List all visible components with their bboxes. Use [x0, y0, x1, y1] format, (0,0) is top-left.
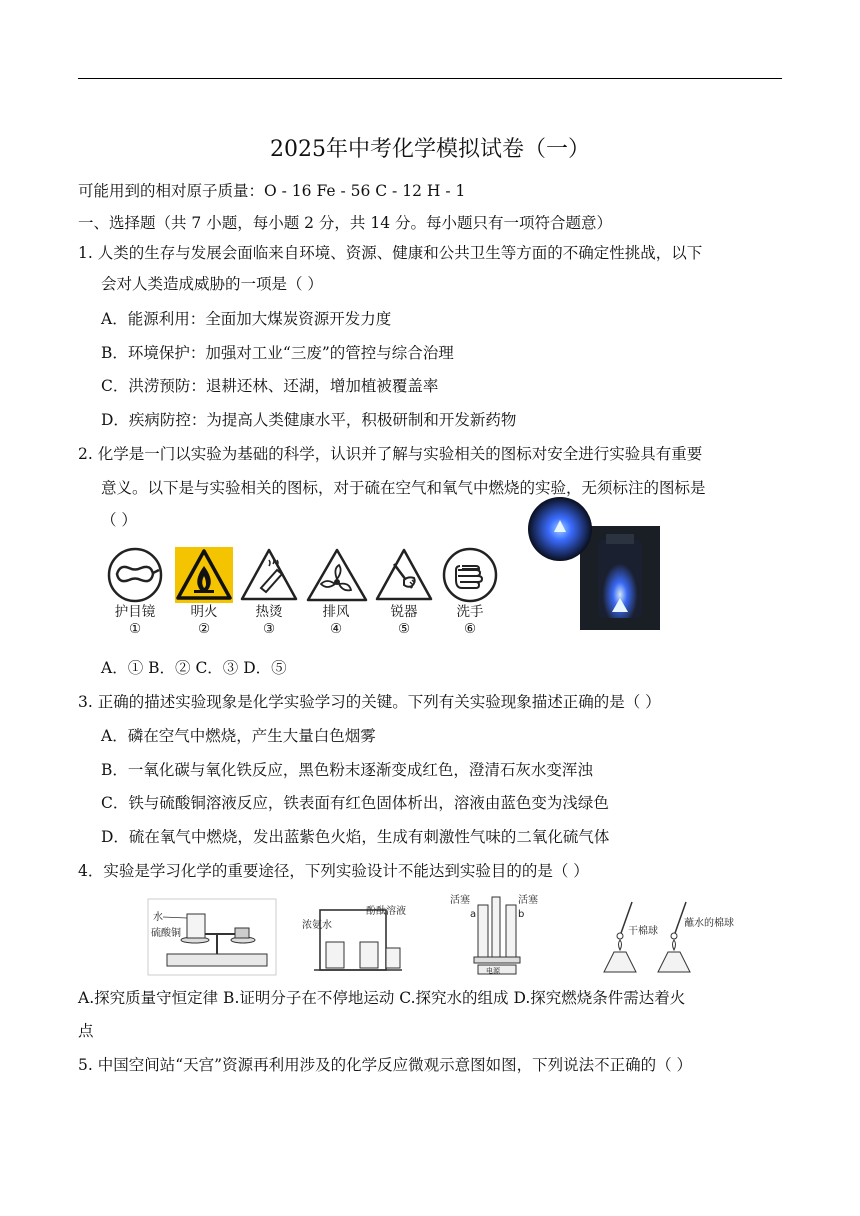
icon-number: ③ [262, 621, 276, 637]
icon-label: 锐器 [390, 604, 418, 620]
icon-number: ⑤ [397, 621, 411, 637]
icon-item-sharp-object [373, 546, 435, 638]
hand-wash-icon [440, 546, 500, 604]
icon-item-hot-surface [238, 546, 300, 638]
section-heading: 一、选择题（共 7 小题，每小题 2 分，共 14 分。每小题只有一项符合题意） [78, 214, 613, 232]
label-dry-cotton: 干棉球 [628, 926, 658, 937]
sharp-object-icon [374, 546, 434, 604]
apparatus-combustion-figure [588, 892, 734, 976]
icon-item-goggles [104, 546, 166, 638]
label-stopcock-a: 活塞 [450, 895, 470, 906]
label-conc-ammonia: 浓氨水 [302, 920, 332, 931]
label-stopcock-b: 活塞 [518, 895, 538, 906]
apparatus-ammonia-figure [300, 900, 404, 974]
goggles-icon [105, 546, 165, 604]
icon-item-hand-wash [439, 546, 501, 638]
q2-stem-line1: 2. 化学是一门以实验为基础的科学，认识并了解与实验相关的图标对安全进行实验具有重要 [78, 445, 703, 463]
apparatus-balance-figure [147, 898, 277, 976]
label-phenolphthalein: 酚酞溶液 [366, 906, 406, 917]
q1-stem-line2: 会对人类造成威胁的一项是（ ） [101, 275, 323, 293]
q3-option-c: C．铁与硫酸铜溶液反应，铁表面有红色固体析出，溶液由蓝色变为浅绿色 [101, 794, 609, 812]
apparatus-electrolysis-figure [448, 893, 558, 975]
exhaust-fan-icon [305, 546, 369, 604]
label-wet-cotton: 蘸水的棉球 [684, 918, 734, 929]
q2-stem-line2: 意义。以下是与实验相关的图标，对于硫在空气和氧气中燃烧的实验，无须标注的图标是 [101, 479, 706, 497]
q3-option-a: A．磷在空气中燃烧，产生大量白色烟雾 [101, 727, 376, 745]
icon-item-open-flame [173, 546, 235, 638]
q1-option-a: A．能源利用：全面加大煤炭资源开发力度 [101, 310, 392, 328]
q5-stem: 5. 中国空间站“天宫”资源再利用涉及的化学反应微观示意图如图，下列说法不正确的（ ） [78, 1056, 692, 1074]
icon-number: ② [197, 621, 211, 637]
icon-label: 热烫 [255, 604, 283, 620]
q4-options-line2: 点 [78, 1022, 94, 1040]
icon-item-exhaust-fan [305, 546, 367, 638]
hot-surface-icon [239, 546, 299, 604]
q2-answer-options: A．① B．② C．③ D．⑤ [101, 659, 287, 677]
icon-number: ① [128, 621, 142, 637]
label-copper-sulfate: 硫酸铜 [151, 928, 181, 939]
q4-options-line1: A.探究质量守恒定律 B.证明分子在不停地运动 C.探究水的组成 D.探究燃烧条件需达着火 [78, 989, 686, 1007]
q1-option-c: C．洪涝预防：退耕还林、还湖，增加植被覆盖率 [101, 377, 439, 395]
icon-label: 明火 [190, 604, 218, 620]
atomic-masses: 可能用到的相对原子质量：O - 16 Fe - 56 C - 12 H - 1 [78, 182, 466, 200]
q1-option-b: B．环境保护：加强对工业“三废”的管控与综合治理 [101, 344, 454, 362]
icon-number: ⑥ [463, 621, 477, 637]
sulfur-burning-photo [524, 496, 664, 632]
label-power: 电源 [486, 967, 500, 975]
q3-option-b: B．一氧化碳与氧化铁反应，黑色粉末逐渐变成红色，澄清石灰水变浑浊 [101, 761, 593, 779]
label-a: a [470, 909, 477, 920]
icon-number: ④ [329, 621, 343, 637]
q3-stem: 3. 正确的描述实验现象是化学实验学习的关键。下列有关实验现象描述正确的是（ ） [78, 693, 661, 711]
icon-label: 排风 [322, 604, 350, 620]
label-b: b [518, 909, 525, 920]
open-flame-icon [174, 546, 234, 604]
header-rule [78, 78, 782, 79]
page-title: 2025年中考化学模拟试卷（一） [270, 137, 590, 162]
icon-label: 洗手 [456, 604, 484, 620]
q3-option-d: D．硫在氧气中燃烧，发出蓝紫色火焰，生成有刺激性气味的二氧化硫气体 [101, 828, 610, 846]
q1-option-d: D．疾病防控：为提高人类健康水平，积极研制和开发新药物 [101, 411, 517, 429]
q4-stem: 4．实验是学习化学的重要途径，下列实验设计不能达到实验目的的是（ ） [78, 862, 589, 880]
icon-label: 护目镜 [114, 604, 156, 620]
q2-stem-line3: （ ） [101, 511, 137, 529]
label-water: 水 [153, 912, 163, 923]
q1-stem-line1: 1. 人类的生存与发展会面临来自环境、资源、健康和公共卫生等方面的不确定性挑战，以下 [78, 244, 703, 262]
